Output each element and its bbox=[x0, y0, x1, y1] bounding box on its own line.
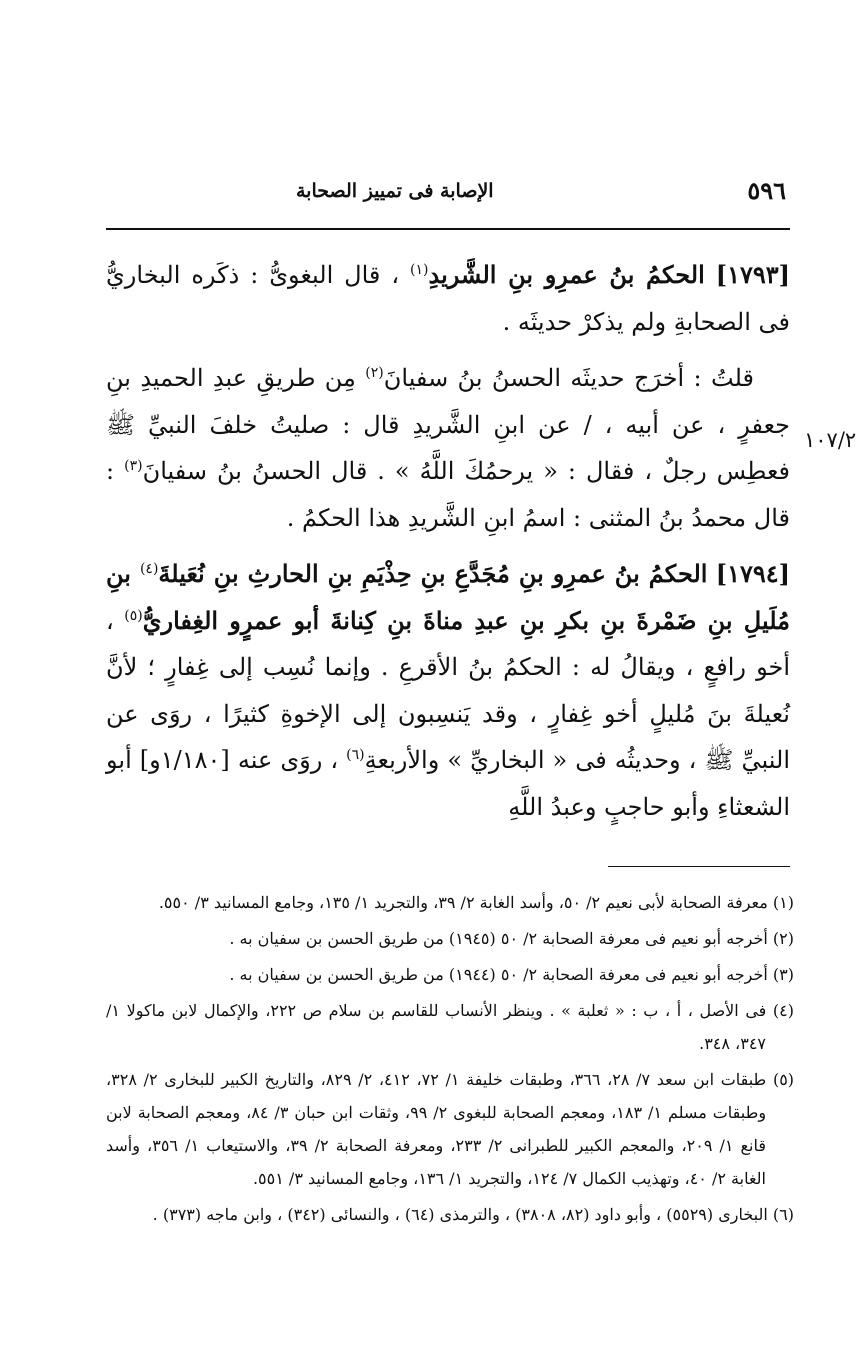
main-text bbox=[106, 252, 790, 830]
entry-name: الحكمُ بنُ عمرِو بنِ مُجَدَّعِ بنِ حِذْيَمِ بنِ الحارثِ بنِ نُعَيلةَ bbox=[158, 559, 708, 588]
footnote-marker: (٥) bbox=[124, 607, 143, 624]
footnotes bbox=[106, 886, 794, 1234]
footnote-1: (١) معرفة الصحابة لأبى نعيم ٢/ ٥٠، وأسد الغابة ٢/ ٣٩، والتجريد ١/ ١٣٥، وجامع المسانيد ٣/ ٥٥٠. bbox=[158, 893, 794, 912]
footnote-2: (٢) أخرجه أبو نعيم فى معرفة الصحابة ٢/ ٥٠ (١٩٤٥) من طريق الحسن بن سفيان به . bbox=[229, 929, 794, 948]
footnote-separator bbox=[608, 866, 790, 867]
page-header bbox=[106, 176, 790, 208]
commentary-text: مِن طريقِ عبدِ الحميدِ بنِ جعفرٍ ، عن أبيه ، / عن ابنِ الشَّريدِ قال : صليتُ خلفَ النبيِّ ﷺ فعطِس رجلٌ ، فقال : « يرحمُكَ اللَّهُ » . قال الحسنُ بنُ سفيانَ bbox=[106, 364, 791, 485]
footnote-4: (٤) فى الأصل ، أ ، ب : « ثعلبة » . وينظر الأنساب للقاسم بن سلام ص ٢٢٢، والإكمال لابن ماكولا ١/ ٣٤٧، ٣٤٨. bbox=[106, 1001, 794, 1053]
margin-reference: ١٠٧/٢ bbox=[804, 428, 857, 452]
footnote-6: (٦) البخارى (٥٥٢٩) ، وأبو داود (٨٢، ٣٨٠٨) ، والترمذى (٦٤) ، والنسائى (٣٤٢) ، وابن ماجه (٣٧٣) . bbox=[152, 1205, 794, 1224]
entry-1794 bbox=[106, 551, 790, 830]
entry-number: [١٧٩٣] bbox=[715, 260, 790, 289]
entry-name-continued: بنِ مُلَيلِ بنِ ضَمْرةَ بنِ بكرِ بنِ عبدِ مناةَ بنِ كِنانةَ أبو عمرٍو الغِفاريُّ bbox=[106, 559, 791, 635]
page-number: ٥٩٦ bbox=[747, 176, 786, 205]
entry-text: ، روَى عنه [١/١٨٠و] أبو الشعثاءِ وأبو حاجبٍ وعبدُ اللَّهِ bbox=[106, 746, 790, 821]
footnote-marker: (١) bbox=[410, 262, 429, 278]
commentary-paragraph bbox=[106, 355, 790, 541]
entry-text: ، قال البغوىُّ : ذكَره البخاريُّ فى الصحابةِ ولم يذكرْ حديثَه . bbox=[106, 261, 790, 336]
header-rule bbox=[106, 228, 790, 230]
footnote-marker: (٦) bbox=[346, 747, 365, 763]
commentary-text: : قال محمدُ بنُ المثنى : اسمُ ابنِ الشَّريدِ هذا الحكمُ . bbox=[106, 457, 790, 532]
footnote-marker: (٢) bbox=[365, 365, 384, 381]
footnote-5: (٥) طبقات ابن سعد ٧/ ٢٨، ٣٦٦، وطبقات خليفة ١/ ٧٢، ٤١٢، ٢/ ٨٢٩، والتاريخ الكبير للبخارى ٢/ ٣٢٨، وطبقات مسلم ١/ ١٨٣، ومعجم الصحابة للبغوى ٢/ ٩٩، وثقات ابن حبان ٣/ ٨٤، ومعجم الصحابة لابن قانع ١/ ٢٠٩، والمعجم الكبير للطبرانى ٢/ ٢٣٣، ومعرفة الصحابة ٢/ ٣٩، والاستيعاب ١/ ٣٥٦، وأسد الغابة ٢/ ٤٠، وتهذيب الكمال ٧/ ١٢٤، والتجريد ١/ ١٣٦، وجامع المسانيد ٣/ ٥٥١. bbox=[106, 1070, 795, 1188]
running-title: الإصابة فى تمييز الصحابة bbox=[296, 180, 494, 202]
entry-name: الحكمُ بنُ عمرِو بنِ الشَّريدِ bbox=[428, 260, 705, 289]
entry-text: ، أخو رافعٍ ، ويقالُ له : الحكمُ بنُ الأقرعِ . وإنما نُسِب إلى غِفارٍ ؛ لأنَّ نُعيلةَ بنَ مُليلٍ أخو غِفارٍ ، وقد يَنسِبون إلى الإخوةِ كثيرًا ، روَى عن النبيِّ ﷺ ، وحديثُه فى « البخاريِّ » والأربعةِ bbox=[106, 606, 790, 774]
entry-number: [١٧٩٤] bbox=[715, 559, 790, 588]
commentary-text: قلتُ : أخرَج حديثَه الحسنُ بنُ سفيانَ bbox=[383, 364, 754, 392]
entry-1793 bbox=[106, 252, 790, 345]
footnote-3: (٣) أخرجه أبو نعيم فى معرفة الصحابة ٢/ ٥٠ (١٩٤٤) من طريق الحسن بن سفيان به . bbox=[229, 965, 794, 984]
footnote-marker: (٤) bbox=[139, 561, 159, 577]
footnote-marker: (٣) bbox=[124, 458, 143, 474]
